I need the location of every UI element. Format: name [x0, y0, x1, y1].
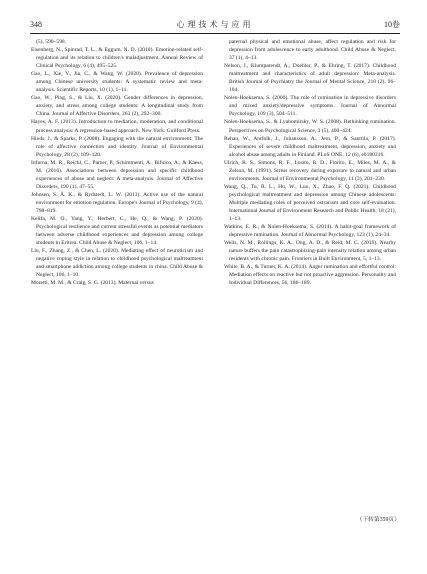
volume-label: 10卷 — [384, 20, 400, 29]
reference-entry: Nolen-Hoeksema, S. (2000). The role of rumination in depressive disorders and mixed anxiety/depressive symptoms. Journal of Abnormal Psychology, 109 (3), 504–511. — [224, 95, 396, 118]
reference-entry: White, B. A., & Turner, K. A. (2014). Anger rumination and effortful control: Mediation effects on reactive but not proactive aggression. Personality and Individual Differences, 56, 186–189. — [224, 264, 396, 287]
reference-entry: Gao, L., Xie, Y., Jia, C., & Wang, W. (2020). Prevalence of depression among Chinese university students: A systematic review and meta-analysis. Scientific Reports, 10 (1), 1–11. — [31, 71, 203, 94]
reference-entry: Wells, N. M., Rollings, K. A., Ong, A. D., & Reid, M. C. (2019). Nearby nature buffers the pain catastrophizing-pain intensity relation among urban residents with chronic pain. Frontiers in Built Environment, 5, 1–13. — [224, 240, 396, 263]
page-number: 348 — [30, 20, 42, 29]
header-rule — [30, 33, 400, 34]
reference-entry: Gao, W., Ping, S., & Liu, X. (2020). Gender differences in depression, anxiety, and stress among college students: A longitudinal study from China. Journal of Affective Disorders, 263 (2), 292–300. — [31, 95, 203, 118]
reference-entry: Eisenberg, N., Spinrad, T. L., & Eggum, N. D. (2010). Emotion-related self-regulation and its relation to children's maladjustment. Annual Review of Clinical Psychology, 6 (4), 495–525. — [31, 47, 203, 70]
continuation-note: （下转第359页） — [356, 517, 400, 523]
reference-entry: Hinds, J., & Sparks, P. (2008). Engaging with the natural environment: The role of affective connection and identity. Journal of Environmental Psychology, 28 (2), 109–120. — [31, 135, 203, 158]
references-right-column — [224, 38, 396, 538]
reference-entry: Infurna, M. R., Reichl, C., Parzer, P., Schimmenti, A., Bifulco, A., & Kaess, M. (2016). Associations between depression and specific childhood experiences of abuse and neglect: A meta-analysis. Journal of Affective Disorders, 190 (1), 47–55. — [31, 159, 203, 190]
references-left-column — [31, 38, 203, 538]
journal-title: 心理技术与应用 — [176, 20, 254, 29]
running-header — [30, 20, 400, 33]
reference-entry: Hayes, A. F. (2013). Introduction to mediation, moderation, and conditional process analysis: A regression-based approach. New York: Guilford Press. — [31, 119, 203, 134]
reference-entry: Wang, Q., Tu, R. L., Hu, W., Luo, X., Zhao, F. Q. (2021). Childhood psychological maltreatment and depression among Chinese adolescents: Multiple mediating roles of perceived ostracism and core self-evaluation. International Journal of Environment Research and Public Health, 18 (21), 1–13. — [224, 183, 396, 223]
reference-entry: Johnsen, S. Å. K., & Rydstedt, L. W. (2013). Active use of the natural environment for emotion regulation. Europe's Journal of Psychology, 9 (4), 798–819. — [31, 191, 203, 214]
reference-entry: paternal physical and emotional abuse, affect regulation and risk for depression from adolescence to early adulthood. Child Abuse & Neglect, 37 (1), 4–13. — [229, 39, 396, 62]
reference-entry: Nolen-Hoeksema, S., & Lyubomirsky, W. S. (2008). Rethinking rumination. Perspectives on Psychological Science, 3 (5), 400–424. — [224, 119, 396, 134]
reference-entry: Watkins, E. R., & Nolen-Hoeksema, S. (2014). A habit-goal framework of depressive rumination. Journal of Abnormal Psychology, 123 (1), 24–34. — [224, 224, 396, 239]
reference-entry: Liu, F., Zhang, Z., & Chen, L. (2020). Mediating effect of neuroticism and negative coping style in relation to childhood psychological maltreatment and smartphone addiction among college students in china. Child Abuse & Neglect, 106, 1–10. — [31, 248, 203, 279]
reference-entry: (5), 590–598. — [36, 39, 67, 45]
reference-entry: Kelifa, M. O., Yang, Y., Herbert, C., He, Q., & Wang, P. (2020). Psychological resilience and current stressful events as potential mediators between adverse childhood experiences and depression among college students in Eritrea. Child Abuse & Neglect, 106, 1–14. — [31, 216, 203, 247]
reference-entry: Rehan, W., Antfolk, J., Johansson, A., Jern, P., & Santtila, P. (2017). Experiences of severe childhood maltreatment, depression, anxiety and alcohol abuse among adults in Finland. PLoS ONE, 12 (6), e0180316. — [224, 135, 396, 158]
reference-entry: Moretti, M. M., & Craig, S. G. (2013). Maternal versus — [31, 280, 154, 287]
reference-entry: Nelson, J., Klumparendt, A., Doebler, P., & Ehring, T. (2017). Childhood maltreatment and characteristics of adult depression: Meta-analysis. British Journal of Psychiatry the Journal of Mental Science, 210 (2), 96–104. — [224, 63, 396, 94]
reference-entry: Ulrich, R. S., Simons, R. F., Losito, B. D., Fiorito, E., Miles, M. A., & Zelson, M. (1991). Stress recovery during exposure to natural and urban environments. Journal of Environmental Psychology, 11 (3), 201–230. — [224, 159, 396, 182]
